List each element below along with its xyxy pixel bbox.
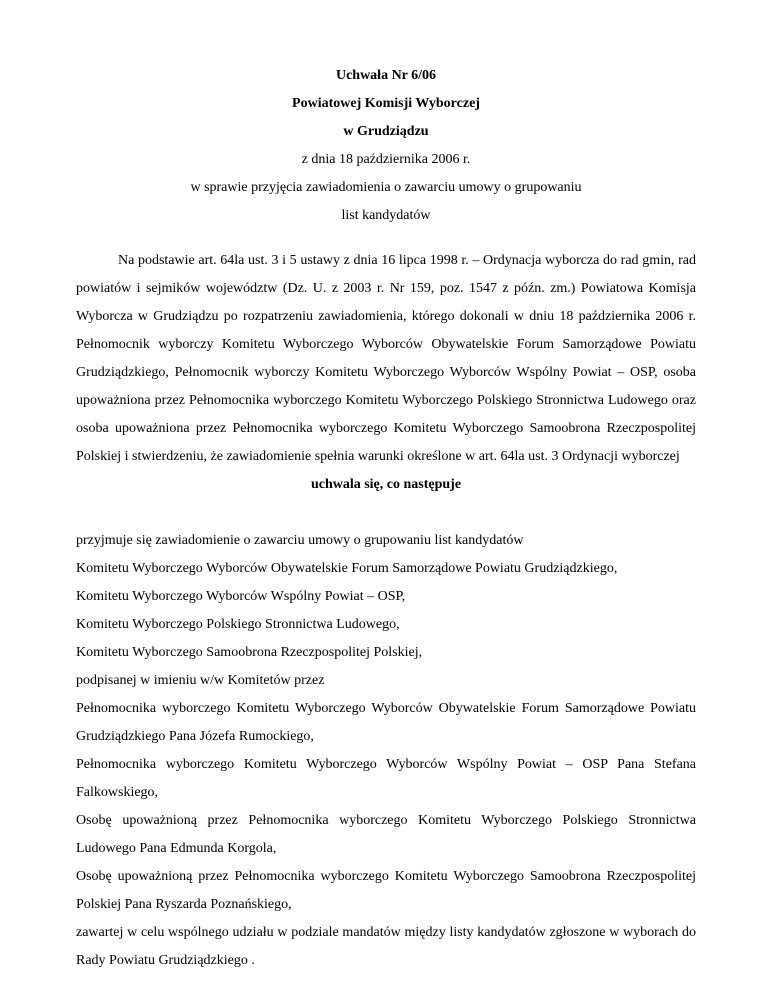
subject-line-2: list kandydatów [341,208,431,223]
content-line: Osobę upoważnioną przez Pełnomocnika wyborczego Komitetu Wyborczego Polskiego Stronnictwa Ludowego Pana Edmunda Korgola, [76,813,696,856]
content-line: podpisanej w imieniu w/w Komitetów przez [76,673,325,688]
content-line: Komitetu Wyborczego Polskiego Stronnictwa Ludowego, [76,617,400,632]
content-line: Pełnomocnika wyborczego Komitetu Wyborczego Wyborców Obywatelskie Forum Samorządowe Powiatu Grudziądzkiego Pana Józefa Rumockiego, [76,701,696,744]
content-line: zawartej w celu wspólnego udziału w podziale mandatów między listy kandydatów zgłoszone w wyborach do Rady Powiatu Grudziądzkiego . [76,925,696,968]
resolution-date: z dnia 18 października 2006 r. [301,152,471,167]
content-line: Komitetu Wyborczego Wyborców Wspólny Powiat – OSP, [76,589,406,604]
content-line: Osobę upoważnioną przez Pełnomocnika wyborczego Komitetu Wyborczego Samoobrona Rzeczpospolitej Polskiej Pana Ryszarda Poznańskiego, [76,869,696,912]
content-line: Komitetu Wyborczego Samoobrona Rzeczpospolitej Polskiej, [76,645,423,660]
content-line: Pełnomocnika wyborczego Komitetu Wyborczego Wyborców Wspólny Powiat – OSP Pana Stefana Falkowskiego, [76,757,696,800]
preamble-paragraph: Na podstawie art. 64la ust. 3 i 5 ustawy z dnia 16 lipca 1998 r. – Ordynacja wyborcza do rad gmin, rad powiatów i sejmików województw (Dz. U. z 2003 r. Nr 159, poz. 1547 z późn. zm.) Powiatowa Komisja Wyborcza w Grudziądzu po rozpatrzeniu zawiadomienia, którego dokonali w dniu 18 października 2006 r. Pełnomocnik wyborczy Komitetu Wyborczego Wyborców Obywatelskie Forum Samorządowe Powiatu Grudziądzkiego, Pełnomocnik wyborczy Komitetu Wyborczego Wyborców Wspólny Powiat – OSP, osoba upoważniona przez Pełnomocnika wyborczego Komitetu Wyborczego Polskiego Stronnictwa Ludowego oraz osoba upoważniona przez Pełnomocnika wyborczego Komitetu Wyborczego Samoobrona Rzeczpospolitej Polskiej i stwierdzeniu, że zawiadomienie spełnia warunki określone w art. 64la ust. 3 Ordynacji wyborczej [76,253,696,464]
content-line: przyjmuje się zawiadomienie o zawarciu umowy o grupowaniu list kandydatów [76,533,524,548]
content-line: Komitetu Wyborczego Wyborców Obywatelskie Forum Samorządowe Powiatu Grudziądzkiego, [76,561,618,576]
document-body [76,247,696,975]
resolution-content [76,527,696,975]
issuing-city: w Grudziądzu [343,124,429,139]
subject-line-1: w sprawie przyjęcia zawiadomienia o zawarciu umowy o grupowaniu [190,180,582,195]
document-header [76,62,696,230]
issuing-body: Powiatowej Komisji Wyborczej [292,96,480,111]
resolution-number: Uchwała Nr 6/06 [335,68,437,83]
resolve-clause: uchwala się, co następuje [310,477,462,492]
